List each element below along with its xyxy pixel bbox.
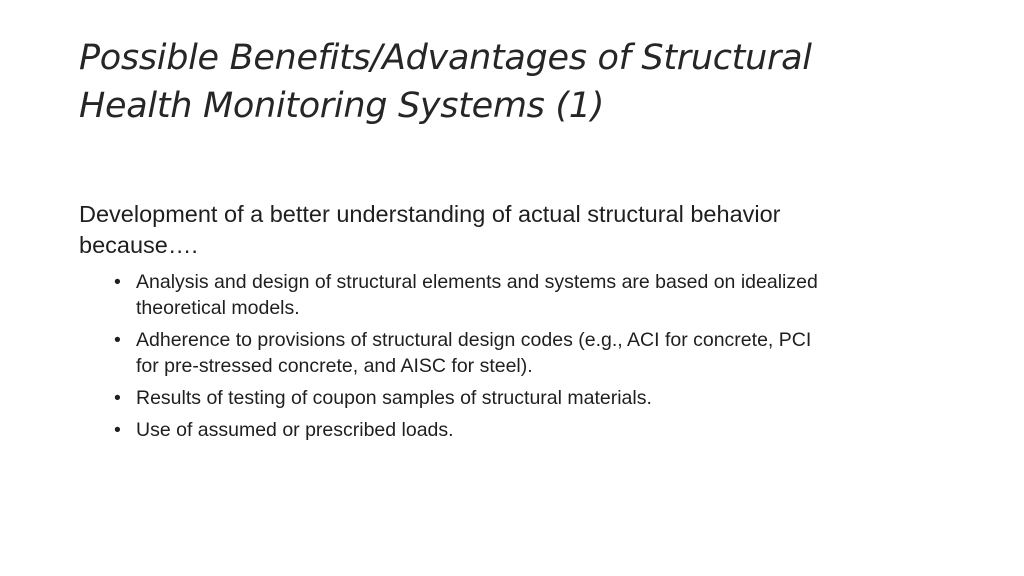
bullet-point-icon: • [114,387,121,409]
bullet-line: Analysis and design of structural elements and systems are based on idealized [136,271,818,293]
bullet-text [136,269,974,321]
bullet-line: Results of testing of coupon samples of structural materials. [136,387,652,409]
bullet-item [114,327,974,379]
slide-title-line: Possible Benefits/Advantages of Structural [79,38,812,78]
lead-line: Development of a better understanding of actual structural behavior [79,201,781,227]
lead-paragraph [79,199,959,261]
slide-title [79,34,979,130]
bullet-line: Use of assumed or prescribed loads. [136,419,454,441]
bullet-item [114,385,974,411]
bullet-item [114,269,974,321]
bullet-item [114,417,974,443]
bullet-point-icon: • [114,329,121,351]
bullet-line: Adherence to provisions of structural design codes (e.g., ACI for concrete, PCI [136,329,812,351]
slide-title-line: Health Monitoring Systems (1) [79,86,605,126]
bullet-line: for pre-stressed concrete, and AISC for steel). [136,355,533,377]
bullet-list [114,269,974,449]
bullet-text [136,417,974,443]
bullet-point-icon: • [114,271,121,293]
bullet-text [136,385,974,411]
lead-line: because…. [79,232,198,258]
bullet-point-icon: • [114,419,121,441]
bullet-text [136,327,974,379]
bullet-line: theoretical models. [136,297,300,319]
